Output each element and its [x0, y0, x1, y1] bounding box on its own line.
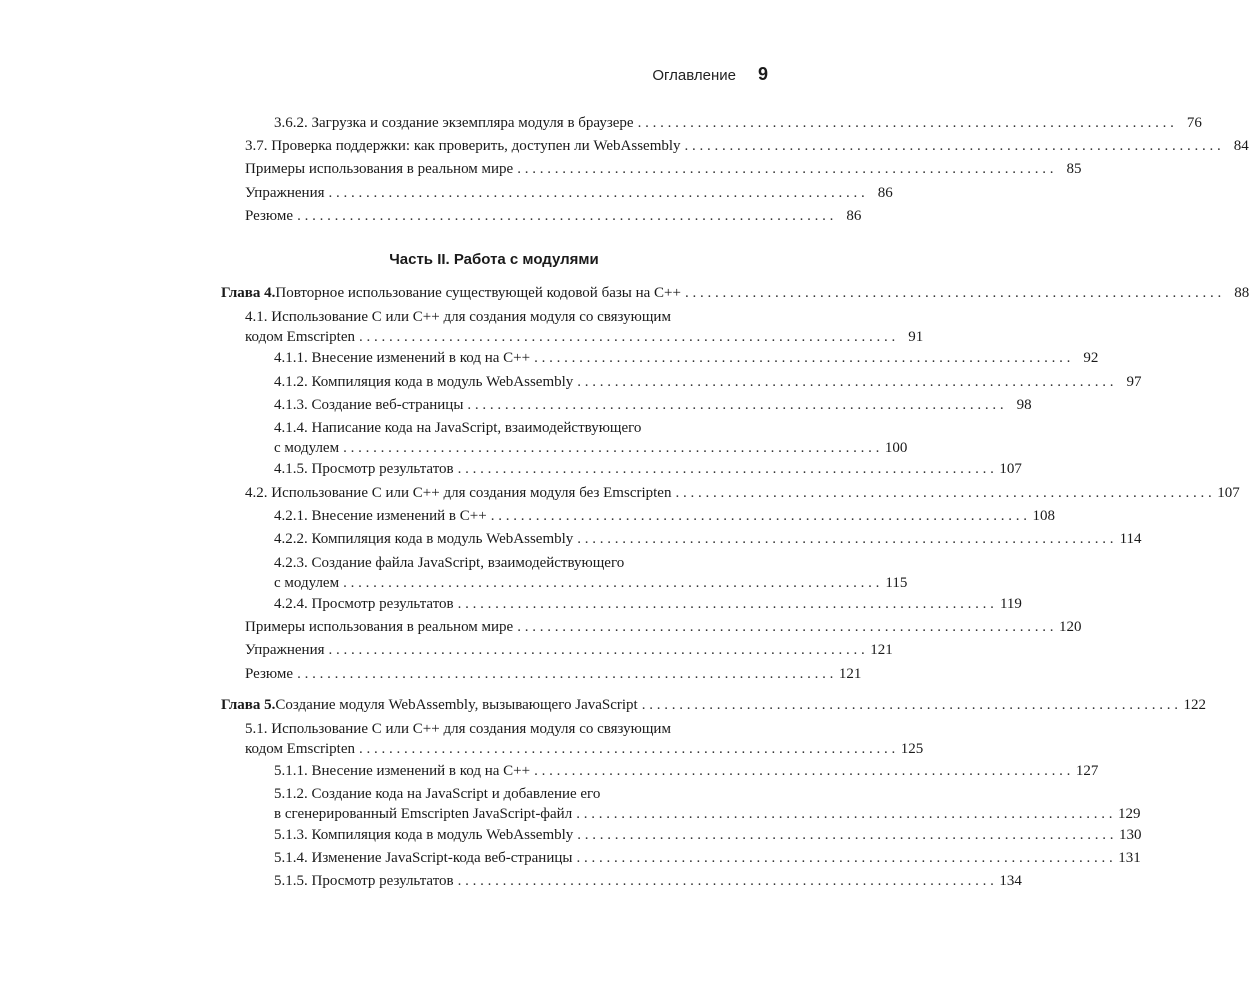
- toc-page-number: 119: [999, 596, 1022, 612]
- dot-leader: . . . . . . . . . . . . . . . . . . . . . . . . . . . . . . . . . . . . . . . . . . . . . . . . . . . . . . . . . . . . . . . . . . . . . . . .: [576, 806, 1113, 822]
- toc-entry-title: Создание модуля WebAssembly, вызывающего JavaScript: [275, 697, 638, 713]
- toc-page-number: 98: [1016, 397, 1032, 413]
- toc-entry-title: 5.1.1. Внесение изменений в код на C++: [274, 763, 531, 779]
- toc-entry: [245, 642, 893, 658]
- toc-entry-title: Упражнения: [245, 185, 325, 201]
- dot-leader: . . . . . . . . . . . . . . . . . . . . . . . . . . . . . . . . . . . . . . . . . . . . . . . . . . . . . . . . . . . . . . . . . . . . . . . .: [343, 575, 880, 591]
- toc-entry-title: 4.1.2. Компиляция кода в модуль WebAssembly: [274, 374, 574, 390]
- toc-entry-title: 3.6.2. Загрузка и создание экземпляра модуля в браузере: [274, 115, 634, 131]
- dot-leader: . . . . . . . . . . . . . . . . . . . . . . . . . . . . . . . . . . . . . . . . . . . . . . . . . . . . . . . . . . . . . . . . . . . . . . . .: [576, 850, 1113, 866]
- dot-leader: . . . . . . . . . . . . . . . . . . . . . . . . . . . . . . . . . . . . . . . . . . . . . . . . . . . . . . . . . . . . . . . . . . . . . . . .: [343, 440, 880, 456]
- toc-entry-title-cont: кодом Emscripten: [245, 741, 355, 757]
- toc-entry-title: Примеры использования в реальном мире: [245, 619, 514, 635]
- toc-page-number: 85: [1066, 161, 1082, 177]
- toc-entry-title: 5.1.3. Компиляция кода в модуль WebAssembly: [274, 827, 574, 843]
- dot-leader: . . . . . . . . . . . . . . . . . . . . . . . . . . . . . . . . . . . . . . . . . . . . . . . . . . . . . . . . . . . . . . . . . . . . . . . .: [359, 329, 896, 345]
- toc-page-number: 88: [1234, 285, 1249, 301]
- dot-leader: . . . . . . . . . . . . . . . . . . . . . . . . . . . . . . . . . . . . . . . . . . . . . . . . . . . . . . . . . . . . . . . . . . . . . . . .: [534, 350, 1071, 366]
- dot-leader: . . . . . . . . . . . . . . . . . . . . . . . . . . . . . . . . . . . . . . . . . . . . . . . . . . . . . . . . . . . . . . . . . . . . . . . .: [328, 642, 865, 658]
- toc-entry: [274, 763, 1099, 779]
- toc-entry: [274, 555, 908, 591]
- toc-entry: [274, 873, 1022, 889]
- dot-leader: . . . . . . . . . . . . . . . . . . . . . . . . . . . . . . . . . . . . . . . . . . . . . . . . . . . . . . . . . . . . . . . . . . . . . . . .: [490, 508, 1027, 524]
- chapter-label: Глава 5.: [221, 697, 276, 713]
- toc-entry-title-cont: в сгенерированный Emscripten JavaScript-файл: [274, 806, 573, 822]
- toc-page-number: 114: [1119, 531, 1142, 547]
- toc-entry: [274, 850, 1141, 866]
- toc-entry: [274, 786, 1141, 822]
- page-number: 9: [757, 64, 768, 84]
- toc-entry-title: 4.2. Использование C или C++ для создания модуля без Emscripten: [245, 485, 672, 501]
- header-title: Оглавление: [652, 67, 736, 84]
- dot-leader: . . . . . . . . . . . . . . . . . . . . . . . . . . . . . . . . . . . . . . . . . . . . . . . . . . . . . . . . . . . . . . . . . . . . . . . .: [577, 827, 1114, 843]
- toc-entry-title: 4.2.2. Компиляция кода в модуль WebAssembly: [274, 531, 574, 547]
- chapter-label: Глава 4.: [221, 285, 276, 301]
- toc-entry: [274, 397, 1032, 413]
- toc-page-number: 121: [870, 642, 893, 658]
- toc-page-number: 127: [1075, 763, 1099, 779]
- toc-page-number: 122: [1183, 697, 1206, 713]
- toc-entry: [245, 161, 1082, 177]
- dot-leader: . . . . . . . . . . . . . . . . . . . . . . . . . . . . . . . . . . . . . . . . . . . . . . . . . . . . . . . . . . . . . . . . . . . . . . . .: [684, 285, 1222, 301]
- toc-entry: [274, 596, 1022, 612]
- toc-entry-title: 4.2.4. Просмотр результатов: [274, 596, 454, 612]
- toc-entry-title: Резюме: [245, 666, 294, 682]
- toc-entry: [274, 420, 908, 456]
- toc-entry-title-cont: с модулем: [274, 575, 340, 591]
- toc-page-number: 108: [1032, 508, 1055, 524]
- toc-page-number: 91: [908, 329, 924, 345]
- toc-page-number: 86: [877, 185, 893, 201]
- toc-entry: [245, 208, 862, 224]
- toc-page-number: 125: [900, 741, 924, 757]
- dot-leader: . . . . . . . . . . . . . . . . . . . . . . . . . . . . . . . . . . . . . . . . . . . . . . . . . . . . . . . . . . . . . . . . . . . . . . . .: [457, 461, 994, 477]
- toc-page-number: 100: [884, 440, 908, 456]
- toc-page-number: 84: [1233, 138, 1249, 154]
- toc-entry-title: 5.1.4. Изменение JavaScript-кода веб-страницы: [274, 850, 573, 866]
- toc-entry-title: 5.1.2. Создание кода на JavaScript и добавление его: [274, 786, 601, 802]
- toc-entry-title: Повторное использование существующей кодовой базы на C++: [275, 285, 681, 301]
- toc-entry-title-cont: с модулем: [274, 440, 340, 456]
- toc-page-number: 129: [1117, 806, 1141, 822]
- toc-page-number: 107: [999, 461, 1022, 477]
- toc-page-number: 130: [1119, 827, 1142, 843]
- page-header: [652, 64, 768, 85]
- dot-leader: . . . . . . . . . . . . . . . . . . . . . . . . . . . . . . . . . . . . . . . . . . . . . . . . . . . . . . . . . . . . . . . . . . . . . . . .: [467, 397, 1004, 413]
- toc-entry-title: 5.1. Использование C или C++ для создания модуля со связующим: [245, 721, 671, 737]
- toc-entry-title: 4.1.5. Просмотр результатов: [274, 461, 454, 477]
- dot-leader: . . . . . . . . . . . . . . . . . . . . . . . . . . . . . . . . . . . . . . . . . . . . . . . . . . . . . . . . . . . . . . . . . . . . . . . .: [641, 697, 1178, 713]
- dot-leader: . . . . . . . . . . . . . . . . . . . . . . . . . . . . . . . . . . . . . . . . . . . . . . . . . . . . . . . . . . . . . . . . . . . . . . . .: [577, 374, 1114, 390]
- toc-entry-title: 3.7. Проверка поддержки: как проверить, доступен ли WebAssembly: [245, 138, 681, 154]
- toc-entry: [274, 350, 1099, 366]
- toc-entry-title: 4.2.1. Внесение изменений в C++: [274, 508, 487, 524]
- toc-entry: [245, 309, 924, 345]
- toc-entry: [221, 697, 1206, 713]
- dot-leader: . . . . . . . . . . . . . . . . . . . . . . . . . . . . . . . . . . . . . . . . . . . . . . . . . . . . . . . . . . . . . . . . . . . . . . . .: [297, 666, 834, 682]
- toc-entry: [245, 721, 924, 757]
- dot-leader: . . . . . . . . . . . . . . . . . . . . . . . . . . . . . . . . . . . . . . . . . . . . . . . . . . . . . . . . . . . . . . . . . . . . . . . .: [359, 741, 896, 757]
- toc-page-number: 97: [1126, 374, 1142, 390]
- toc-page-number: 86: [846, 208, 862, 224]
- toc-entry: [274, 827, 1142, 843]
- toc-page-number: 131: [1118, 850, 1141, 866]
- part-heading: Часть II. Работа с модулями: [389, 251, 599, 268]
- toc-page-number: 115: [885, 575, 908, 591]
- toc-entry-title-cont: кодом Emscripten: [245, 329, 355, 345]
- dot-leader: . . . . . . . . . . . . . . . . . . . . . . . . . . . . . . . . . . . . . . . . . . . . . . . . . . . . . . . . . . . . . . . . . . . . . . . .: [457, 596, 994, 612]
- toc-entry: [274, 374, 1142, 390]
- toc-entry: [245, 619, 1082, 635]
- dot-leader: . . . . . . . . . . . . . . . . . . . . . . . . . . . . . . . . . . . . . . . . . . . . . . . . . . . . . . . . . . . . . . . . . . . . . . . .: [675, 485, 1212, 501]
- dot-leader: . . . . . . . . . . . . . . . . . . . . . . . . . . . . . . . . . . . . . . . . . . . . . . . . . . . . . . . . . . . . . . . . . . . . . . . .: [297, 208, 834, 224]
- toc-page-number: 92: [1083, 350, 1099, 366]
- toc-entry: [245, 485, 1240, 501]
- dot-leader: . . . . . . . . . . . . . . . . . . . . . . . . . . . . . . . . . . . . . . . . . . . . . . . . . . . . . . . . . . . . . . . . . . . . . . . .: [328, 185, 865, 201]
- toc-page-number: 120: [1058, 619, 1082, 635]
- toc-entry: [274, 531, 1142, 547]
- dot-leader: . . . . . . . . . . . . . . . . . . . . . . . . . . . . . . . . . . . . . . . . . . . . . . . . . . . . . . . . . . . . . . . . . . . . . . . .: [577, 531, 1114, 547]
- toc-entry-title: 4.2.3. Создание файла JavaScript, взаимодействующего: [274, 555, 625, 571]
- dot-leader: . . . . . . . . . . . . . . . . . . . . . . . . . . . . . . . . . . . . . . . . . . . . . . . . . . . . . . . . . . . . . . . . . . . . . . . .: [534, 763, 1071, 779]
- dot-leader: . . . . . . . . . . . . . . . . . . . . . . . . . . . . . . . . . . . . . . . . . . . . . . . . . . . . . . . . . . . . . . . . . . . . . . . .: [637, 115, 1174, 131]
- toc-entry: [274, 115, 1202, 131]
- toc-entry: [245, 185, 893, 201]
- toc-page-number: 107: [1217, 485, 1240, 501]
- toc-entry-title: Резюме: [245, 208, 294, 224]
- dot-leader: . . . . . . . . . . . . . . . . . . . . . . . . . . . . . . . . . . . . . . . . . . . . . . . . . . . . . . . . . . . . . . . . . . . . . . . .: [684, 138, 1221, 154]
- toc-page-number: 134: [999, 873, 1022, 889]
- toc-entry-title: Примеры использования в реальном мире: [245, 161, 514, 177]
- dot-leader: . . . . . . . . . . . . . . . . . . . . . . . . . . . . . . . . . . . . . . . . . . . . . . . . . . . . . . . . . . . . . . . . . . . . . . . .: [517, 619, 1054, 635]
- dot-leader: . . . . . . . . . . . . . . . . . . . . . . . . . . . . . . . . . . . . . . . . . . . . . . . . . . . . . . . . . . . . . . . . . . . . . . . .: [457, 873, 994, 889]
- toc-entry-title: 4.1.4. Написание кода на JavaScript, взаимодействующего: [274, 420, 642, 436]
- toc-entry-title: 4.1.1. Внесение изменений в код на C++: [274, 350, 531, 366]
- toc-entry: [245, 138, 1249, 154]
- toc-entry-title: 4.1. Использование C или C++ для создания модуля со связующим: [245, 309, 671, 325]
- dot-leader: . . . . . . . . . . . . . . . . . . . . . . . . . . . . . . . . . . . . . . . . . . . . . . . . . . . . . . . . . . . . . . . . . . . . . . . .: [517, 161, 1054, 177]
- toc-entry: [245, 666, 862, 682]
- toc-entry: [274, 508, 1055, 524]
- toc-entry: [221, 285, 1249, 301]
- toc-entry-title: 4.1.3. Создание веб-страницы: [274, 397, 464, 413]
- toc-page-number: 121: [838, 666, 862, 682]
- toc-page-number: 76: [1186, 115, 1202, 131]
- toc-entry-title: Упражнения: [245, 642, 325, 658]
- toc-entry: [274, 461, 1022, 477]
- toc-entry-title: 5.1.5. Просмотр результатов: [274, 873, 454, 889]
